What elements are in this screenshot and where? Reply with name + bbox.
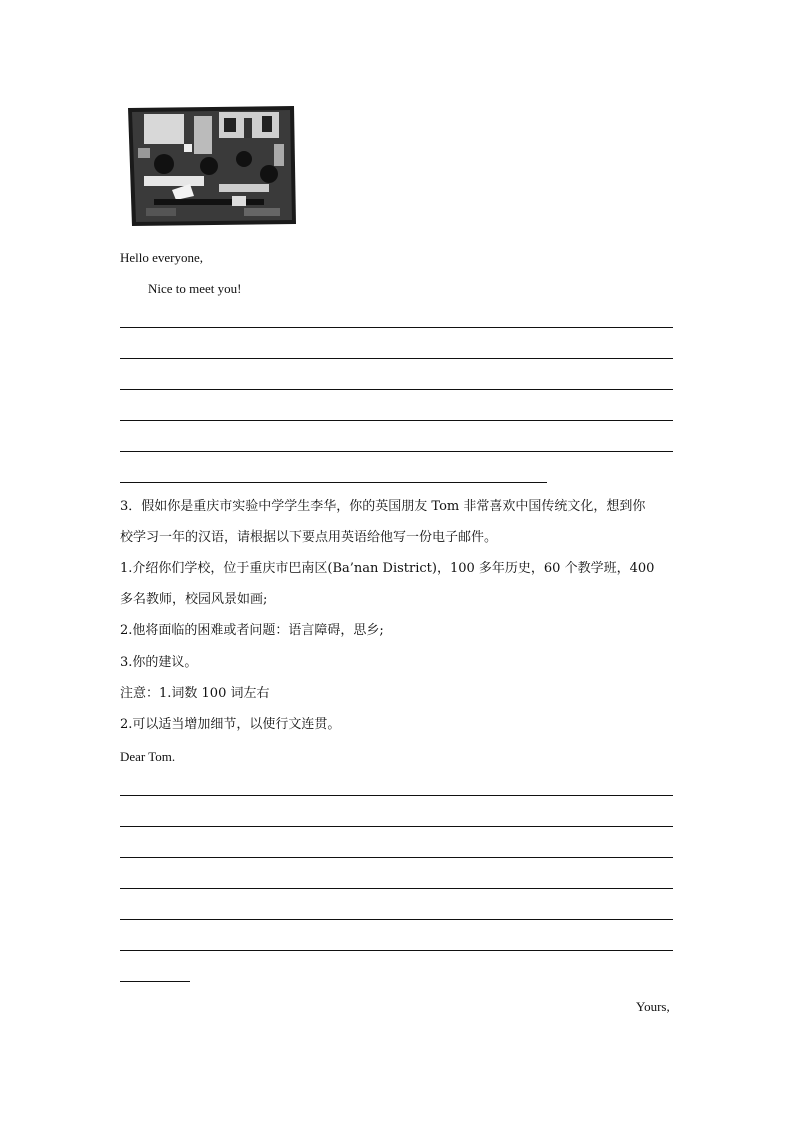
- task3-note1: 注意：1.词数 100 词左右: [120, 686, 270, 701]
- writing-line: [120, 358, 673, 359]
- task3-prompt-line2: 校学习一年的汉语，请根据以下要点用英语给他写一份电子邮件。: [120, 530, 498, 545]
- writing-line: [120, 327, 673, 328]
- writing-line: [120, 919, 673, 920]
- task3-point1-line1: 1.介绍你们学校，位于重庆市巴南区(Ba’nan District)，100 多年历史，60 个教学班，400: [120, 561, 655, 576]
- task3-note2: 2.可以适当增加细节，以使行文连贯。: [120, 717, 341, 732]
- writing-line: [120, 420, 673, 421]
- task3-point2: 2.他将面临的困难或者问题：语言障碍，思乡;: [120, 623, 384, 638]
- writing-line-short: [120, 482, 547, 483]
- letter-greeting: Hello everyone,: [120, 250, 204, 265]
- writing-line-short: [120, 981, 190, 982]
- writing-line: [120, 857, 673, 858]
- letter-opening: Nice to meet you!: [148, 281, 242, 296]
- writing-line: [120, 888, 673, 889]
- task3-prompt-line1: 3．假如你是重庆市实验中学学生李华，你的英国朋友 Tom 非常喜欢中国传统文化，想到你: [120, 499, 646, 514]
- classroom-photo: [124, 104, 298, 228]
- writing-line: [120, 950, 673, 951]
- task3-point1-line2: 多名教师，校园风景如画;: [120, 592, 268, 607]
- writing-line: [120, 451, 673, 452]
- writing-line: [120, 795, 673, 796]
- task3-point3: 3.你的建议。: [120, 655, 198, 670]
- writing-line: [120, 826, 673, 827]
- letter-salutation: Dear Tom.: [120, 749, 176, 764]
- letter-closing: Yours,: [636, 999, 670, 1014]
- writing-line: [120, 389, 673, 390]
